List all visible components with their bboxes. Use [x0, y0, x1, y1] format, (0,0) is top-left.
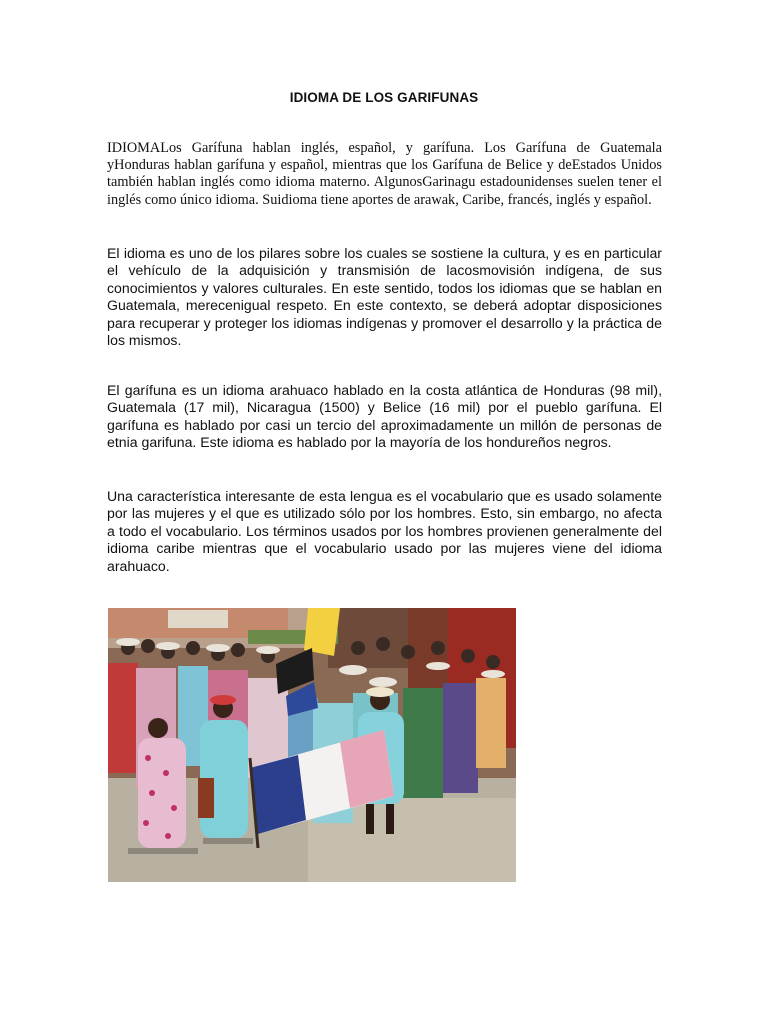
paragraph-intro: IDIOMALos Garífuna hablan inglés, español, y garífuna. Los Garífuna de Guatemala yHonduras hablan garífuna y español, mientras que los Garífuna de Belice y deEstados Unidos también hablan inglés como idioma materno. AlgunosGarinagu estadounidenses suelen tener el inglés como único idioma. Suidioma tiene aportes de arawak, Caribe, francés, inglés y español.	[107, 140, 662, 208]
paragraph-vocabulary: Una característica interesante de esta lengua es el vocabulario que es usado solamente por las mujeres y el que es utilizado sólo por los hombres. Esto, sin embargo, no afecta a todo el vocabulario. Los términos usados por los hombres provienen generalmente del idioma caribe mientras que el vocabulario usado por las mujeres viene del idioma arahuaco.	[107, 488, 662, 574]
paragraph-culture: El idioma es uno de los pilares sobre los cuales se sostiene la cultura, y es en particular el vehículo de la adquisición y transmisión de lacosmovisión indígena, de sus conocimientos y valores culturales. En este sentido, todos los idiomas que se hablan en Guatemala, merecenigual respeto. En este contexto, se deberá adoptar disposiciones para recuperar y proteger los idiomas indígenas y promover el desarrollo y la práctica de los mismos.	[107, 245, 662, 349]
parade-photo	[108, 608, 516, 882]
document-title: IDIOMA DE LOS GARIFUNAS	[289, 90, 479, 105]
paragraph-geography: El garífuna es un idioma arahuaco hablado en la costa atlántica de Honduras (98 mil), Guatemala (17 mil), Nicaragua (1500) y Belice (16 mil) por el pueblo garífuna. El garífuna es hablado por casi un tercio del aproximadamente un millón de personas de etnia garifuna. Este idioma es hablado por la mayoría de los hondureños negros.	[107, 382, 662, 451]
